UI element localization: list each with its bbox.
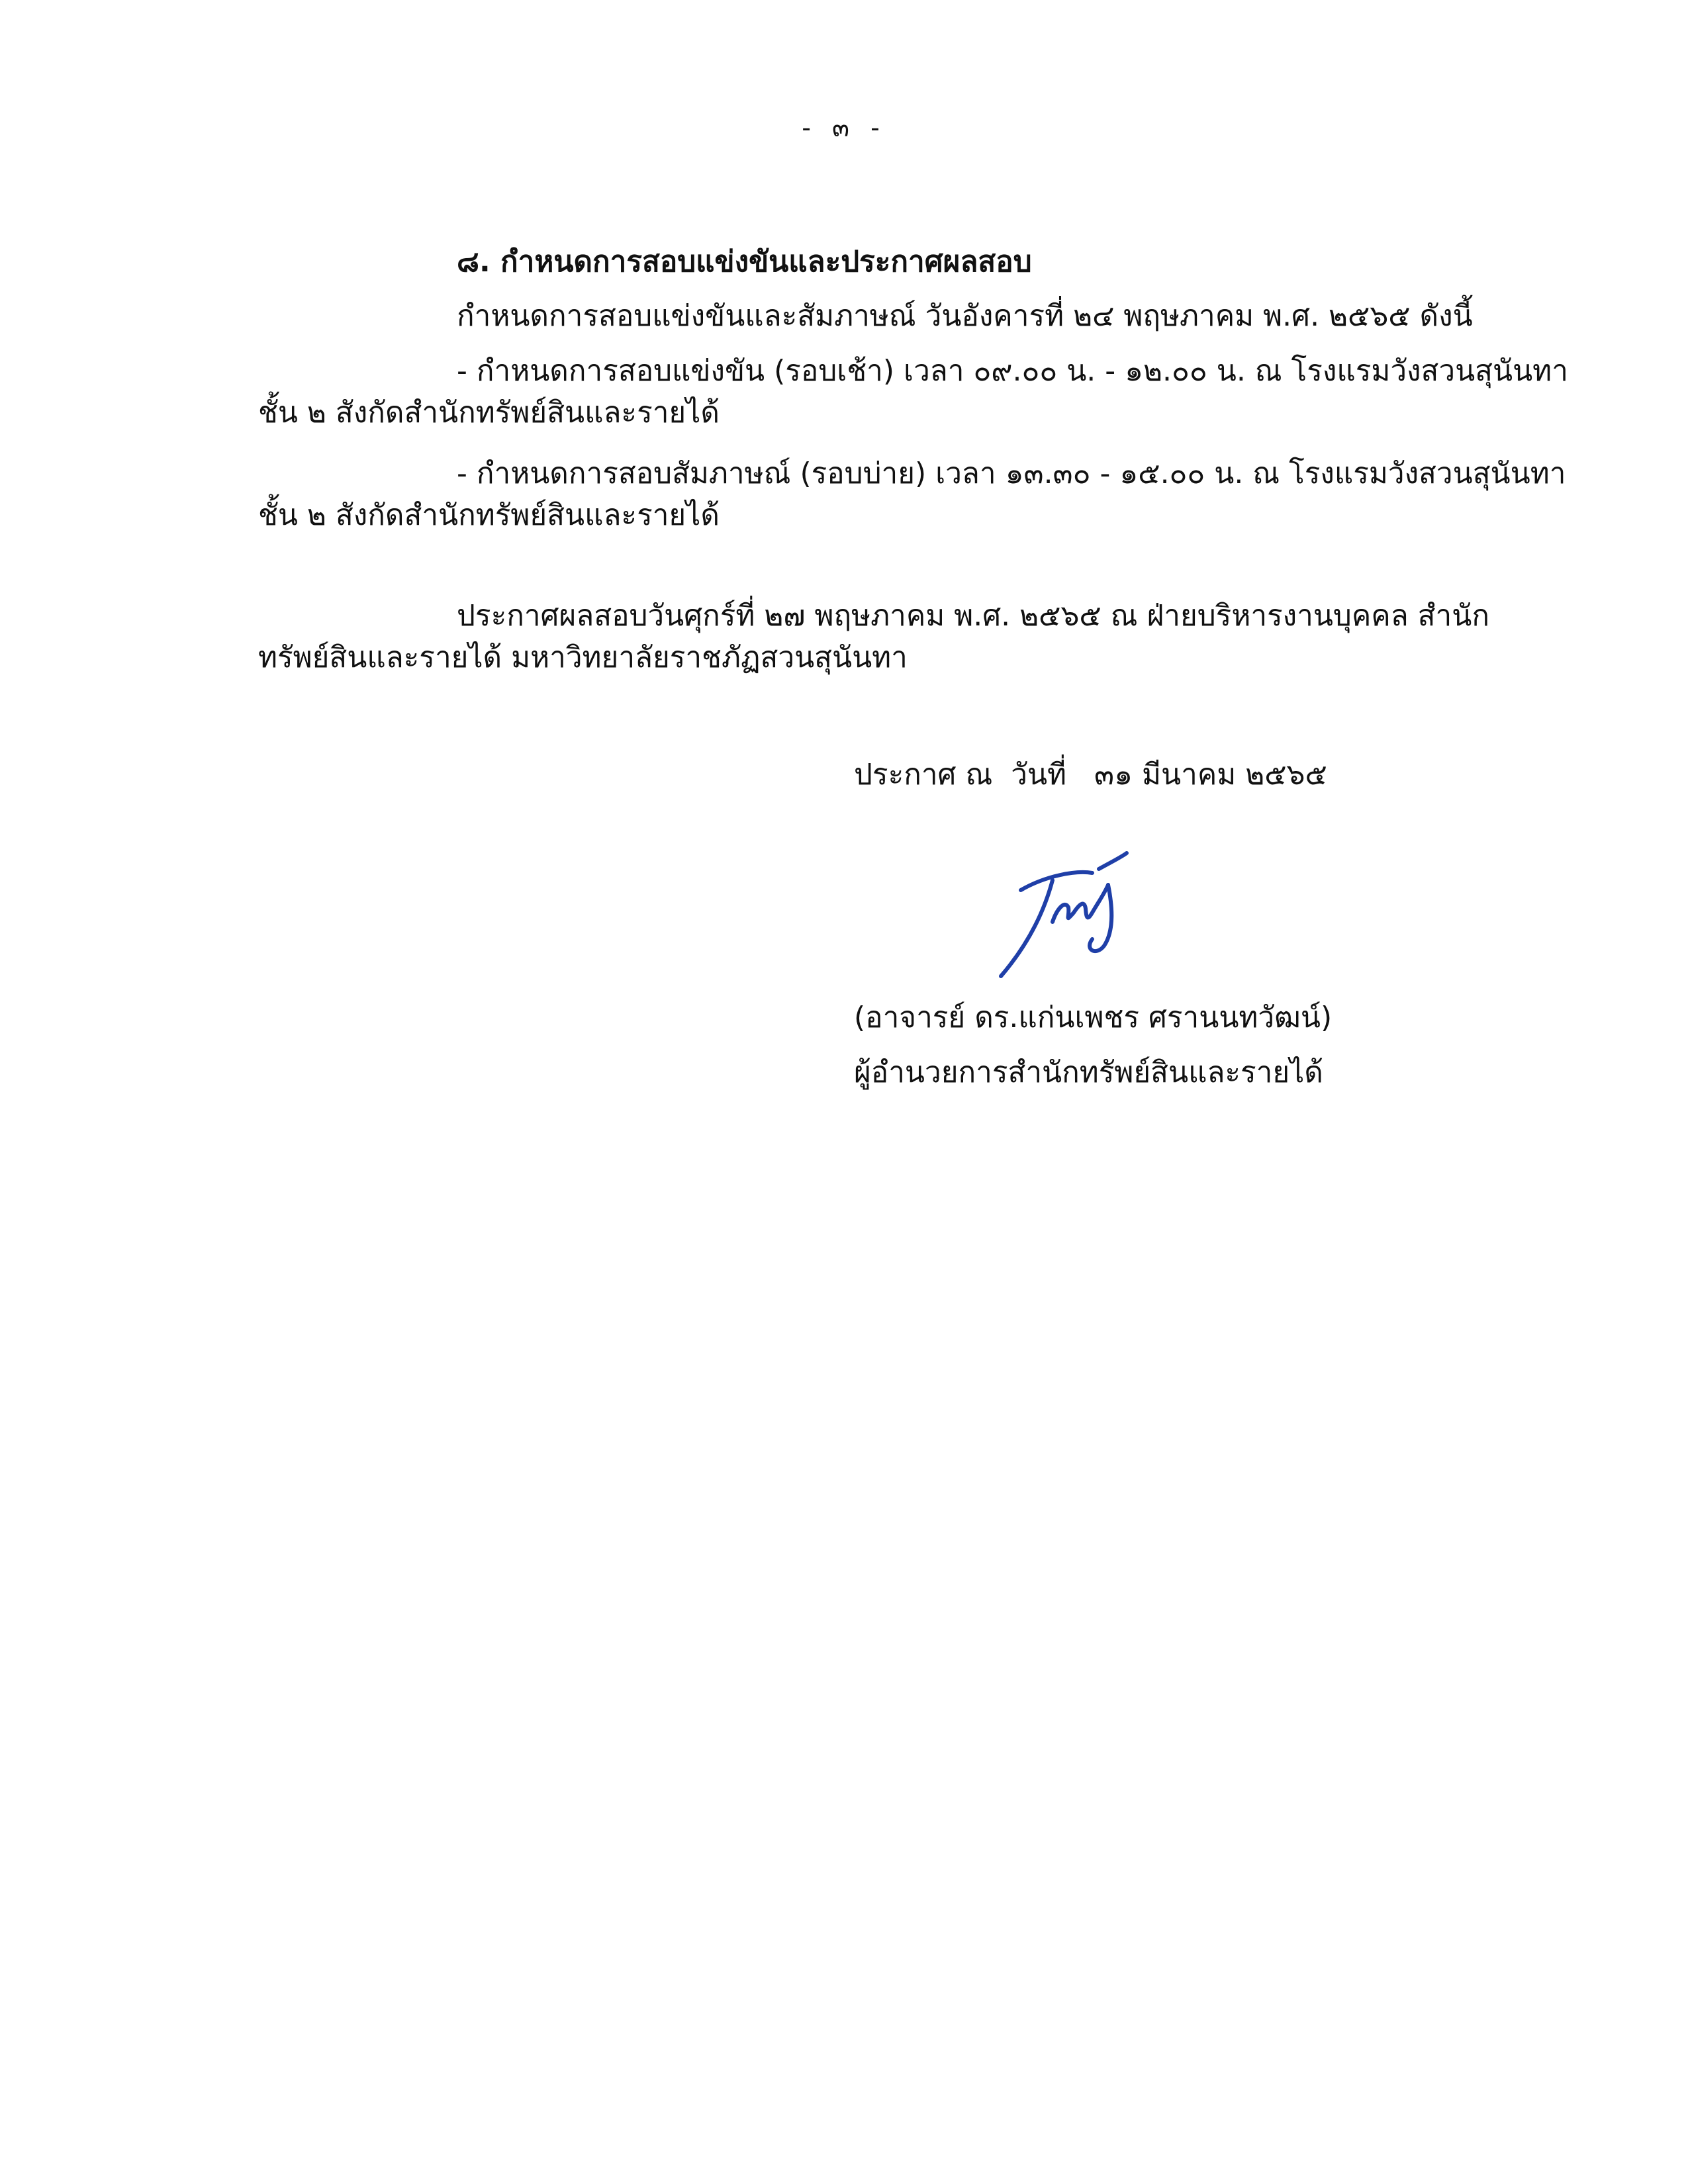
- announcement-date-line: [854, 758, 1327, 793]
- section-heading: ๘. กำหนดการสอบแข่งขันและประกาศผลสอบ: [457, 245, 1032, 279]
- morning-exam-line-1: - กำหนดการสอบแข่งขัน (รอบเช้า) เวลา ๐๙.๐๐ น. - ๑๒.๐๐ น. ณ โรงแรมวังสวนสุนันทา: [457, 354, 1568, 388]
- signer-position: ผู้อำนวยการสำนักทรัพย์สินและรายได้: [854, 1056, 1323, 1089]
- announcement-date: ๓๑ มีนาคม ๒๕๖๕: [1094, 758, 1327, 792]
- result-announcement-line-1: ประกาศผลสอบวันศุกร์ที่ ๒๗ พฤษภาคม พ.ศ. ๒๕๖๕ ณ ฝ่ายบริหารงานบุคคล สำนัก: [457, 599, 1489, 633]
- page-number: - ๓ -: [802, 113, 886, 142]
- result-announcement-line-2: ทรัพย์สินและรายได้ มหาวิทยาลัยราชภัฏสวนสุนันทา: [258, 641, 908, 674]
- morning-exam-line-2: ชั้น ๒ สังกัดสำนักทรัพย์สินและรายได้: [258, 396, 720, 430]
- announcement-prefix: ประกาศ ณ: [854, 758, 993, 792]
- announcement-day-label: วันที่: [1011, 758, 1067, 792]
- afternoon-interview-line-2: ชั้น ๒ สังกัดสำนักทรัพย์สินและรายได้: [258, 498, 720, 532]
- schedule-intro: กำหนดการสอบแข่งขันและสัมภาษณ์ วันอังคารที่ ๒๔ พฤษภาคม พ.ศ. ๒๕๖๕ ดังนี้: [457, 299, 1473, 333]
- handwritten-signature: [986, 844, 1185, 989]
- signer-name: (อาจารย์ ดร.แก่นเพชร ศรานนทวัฒน์): [854, 1001, 1333, 1034]
- afternoon-interview-line-1: - กำหนดการสอบสัมภาษณ์ (รอบบ่าย) เวลา ๑๓.๓๐ - ๑๕.๐๐ น. ณ โรงแรมวังสวนสุนันทา: [457, 457, 1566, 490]
